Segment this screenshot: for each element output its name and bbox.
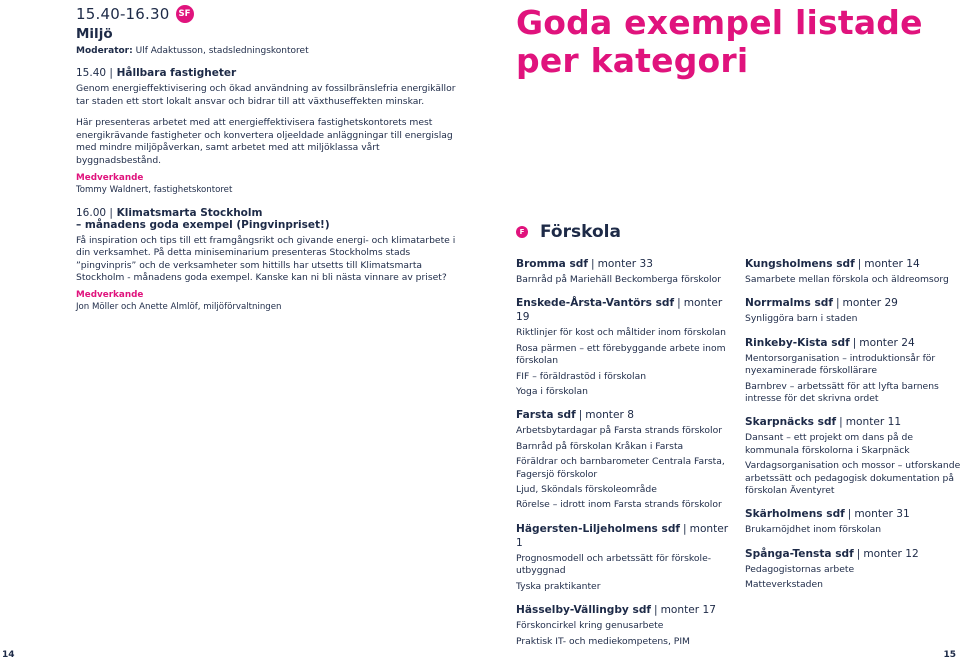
- session-title: Miljö: [76, 26, 113, 42]
- block1-title: [76, 67, 466, 79]
- example-item: Barnbrev – arbetssätt för att lyfta barnens intresse för det skrivna ordet: [745, 380, 939, 405]
- example-item: Samarbete mellan förskola och äldreomsorg: [745, 274, 949, 285]
- district-monter: monter 31: [854, 508, 910, 521]
- district-column-2: [745, 257, 960, 602]
- district-heading: [516, 603, 732, 617]
- district-entry: [516, 257, 732, 286]
- block2-participants: Jon Möller och Anette Almlöf, miljöförvaltningen: [76, 301, 282, 312]
- example-item: Mentorsorganisation – introduktionsår för nyexaminerade förskollärare: [745, 352, 936, 377]
- district-entry: [745, 336, 960, 406]
- district-heading: [516, 296, 732, 324]
- block2-title-line1: Klimatsmarta Stockholm: [116, 206, 263, 219]
- district-name: Farsta sdf: [516, 409, 576, 422]
- district-name: Kungsholmens sdf: [745, 258, 855, 270]
- district-entry: [516, 296, 732, 398]
- category-row: [516, 222, 621, 242]
- district-entry: [745, 547, 960, 592]
- block2-time: 16.00 |: [76, 206, 113, 219]
- moderator-label: Moderator:: [76, 46, 133, 56]
- separator: |: [591, 258, 595, 270]
- block2-body: Få inspiration och tips till ett framgångsrikt och givande energi- och klimatarbete i din verksamhet. På detta miniseminarium presenteras Stockholms stads ”pingvinpris” och de verksamheter som hittills har utsetts till Klimatsmarta Stockholm - månadens goda exempel. Kanske kan ni bli nästa vinnare av priset?: [76, 234, 456, 284]
- example-item: Ljud, Sköndals förskoleområde: [516, 484, 657, 496]
- district-heading: [745, 257, 960, 271]
- moderator-name: Ulf Adaktusson, stadsledningskontoret: [135, 46, 309, 56]
- example-item: Rosa pärmen – ett förebyggande arbete inom förskolan: [516, 342, 726, 367]
- district-monter: monter 19: [516, 297, 723, 324]
- page-number-right: 15: [943, 650, 956, 660]
- example-item: Barnråd på Mariehäll Beckomberga förskolor: [516, 274, 721, 285]
- district-name: Hägersten-Liljeholmens sdf: [516, 522, 681, 535]
- district-heading: [745, 336, 960, 350]
- example-item: Matteverkstaden: [745, 579, 823, 591]
- example-item: Tyska praktikanter: [516, 580, 601, 592]
- separator: |: [847, 508, 852, 521]
- district-name: Enskede-Årsta-Vantörs sdf: [516, 297, 675, 310]
- example-item: Brukarnöjdhet inom förskolan: [745, 524, 882, 536]
- example-item: Arbetsbytardagar på Farsta strands förskolor: [516, 425, 722, 437]
- district-monter: monter 14: [864, 258, 920, 270]
- district-heading: [745, 547, 960, 561]
- district-monter: monter 24: [859, 336, 915, 349]
- separator: |: [852, 336, 857, 349]
- district-monter: monter 1: [516, 522, 729, 549]
- example-item: Rörelse – idrott inom Farsta strands förskolor: [516, 499, 722, 511]
- district-heading: [516, 522, 732, 550]
- page-heading: Goda exempel listade per kategori: [516, 3, 923, 80]
- district-heading: [745, 415, 960, 429]
- district-heading: [745, 296, 960, 310]
- example-item: Vardagsorganisation och mossor – utforskande arbetssätt och pedagogisk dokumentation på förskolan Äventyret: [745, 460, 960, 497]
- example-item: Synliggöra barn i staden: [745, 313, 858, 325]
- district-heading: [745, 507, 960, 521]
- block1-participants-label: Medverkande: [76, 172, 144, 183]
- district-heading: [516, 257, 732, 271]
- example-item: Dansant – ett projekt om dans på de kommunala förskolorna i Skarpnäck: [745, 432, 914, 456]
- example-item: Riktlinjer för kost och måltider inom förskolan: [516, 327, 726, 339]
- district-monter: monter 17: [660, 604, 716, 617]
- district-monter: monter 12: [863, 547, 919, 560]
- district-monter: monter 8: [585, 409, 634, 422]
- district-entry: [745, 415, 960, 497]
- separator: |: [857, 258, 862, 270]
- block1-participants: Tommy Waldnert, fastighetskontoret: [76, 184, 233, 195]
- example-item: Föräldrar och barnbarometer Centrala Farsta, Fagersjö förskolor: [516, 456, 725, 480]
- session-time-row: [76, 2, 466, 26]
- district-name: Bromma sdf: [516, 258, 588, 270]
- block1-title-text: Hållbara fastigheter: [116, 67, 237, 79]
- district-heading: [516, 408, 732, 422]
- category-title: Förskola: [540, 222, 621, 242]
- page-number-left: 14: [2, 650, 15, 660]
- block1-body: Här presenteras arbetet med att energieffektivisera fastighetskontorets mest energikrävande fastigheter och konvertera oljeeldade anläggningar till energislag med mindre miljöpåverkan, samt arbetet med att miljöklassa vårt byggnadsbestånd.: [76, 117, 453, 166]
- district-entry: [516, 408, 732, 511]
- district-monter: monter 11: [845, 416, 902, 429]
- example-item: Prognosmodell och arbetssätt för förskoleutbyggnad: [516, 552, 712, 577]
- example-item: Yoga i förskolan: [516, 386, 588, 398]
- district-entry: [745, 257, 960, 286]
- district-name: Norrmalms sdf: [745, 297, 833, 310]
- district-monter: monter 33: [597, 258, 653, 270]
- block2-title: [76, 207, 466, 231]
- category-badge: F: [516, 226, 528, 238]
- district-entry: [516, 522, 732, 593]
- separator: |: [683, 522, 687, 535]
- example-item: FIF – föräldrastöd i förskolan: [516, 370, 647, 382]
- district-name: Spånga-Tensta sdf: [745, 547, 854, 560]
- block1-intro: Genom energieffektivisering och ökad användning av fossilbränslefria energikällor tar staden ett stort lokalt ansvar och bidrar till att växthuseffekten minskar.: [76, 83, 456, 107]
- block1-time: 15.40 |: [76, 67, 113, 79]
- example-item: Pedagogistornas arbete: [745, 563, 855, 575]
- district-column-1: [516, 257, 732, 658]
- sf-badge: SF: [176, 5, 194, 23]
- example-item: Praktisk IT- och mediekompetens, PIM: [516, 635, 690, 647]
- separator: |: [578, 409, 583, 422]
- separator: |: [839, 416, 843, 429]
- separator: |: [835, 297, 840, 310]
- separator: |: [677, 297, 681, 310]
- district-monter: monter 29: [842, 297, 898, 310]
- district-name: Hässelby-Vällingby sdf: [516, 604, 652, 617]
- left-page: [76, 2, 466, 312]
- block2-participants-label: Medverkande: [76, 289, 144, 300]
- separator: |: [856, 547, 861, 560]
- district-name: Rinkeby-Kista sdf: [745, 336, 850, 349]
- district-name: Skarpnäcks sdf: [745, 416, 837, 429]
- example-item: Förskoncirkel kring genusarbete: [516, 620, 664, 632]
- block2-title-line2: – månadens goda exempel (Pingvinpriset!): [76, 218, 330, 231]
- district-name: Skärholmens sdf: [745, 508, 845, 521]
- district-entry: [745, 296, 960, 325]
- separator: |: [654, 604, 658, 617]
- moderator: [76, 46, 466, 56]
- example-item: Barnråd på förskolan Kråkan i Farsta: [516, 440, 684, 452]
- session-time: 15.40-16.30: [76, 5, 170, 23]
- district-entry: [516, 603, 732, 648]
- district-entry: [745, 507, 960, 536]
